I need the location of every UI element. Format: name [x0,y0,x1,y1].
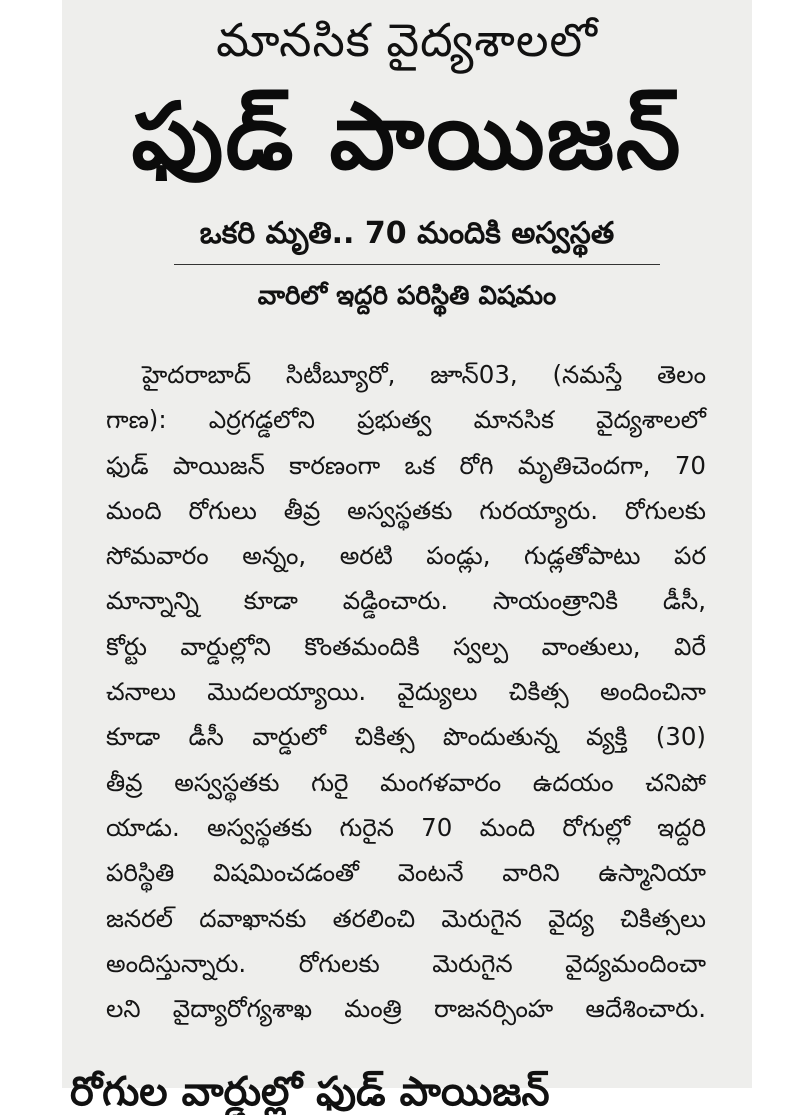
article-body [106,352,706,1031]
body-line: తీవ్ర అస్వస్థతకు గురై మంగళవారం ఉదయం చనిపో [106,767,706,797]
next-article-headline-text: రోగుల వార్డుల్లో ఫుడ్ పాయిజన్ [70,1069,550,1115]
body-line: కోర్టు వార్డుల్లోని కొంతమందికి స్వల్ప వాంతులు, విరే [106,631,706,661]
subheadline-secondary: వారిలో ఇద్దరి పరిస్థితి విషమం [257,281,557,311]
body-line: యాడు. అస్వస్థతకు గురైన 70 మంది రోగుల్లో ఇద్దరి [106,812,706,842]
body-line: చనాలు మొదలయ్యాయి. వైద్యులు చికిత్స అందించినా [106,677,706,707]
body-line: లని వైద్యారోగ్యశాఖ మంత్రి రాజనర్సింహ ఆదేశించారు. [106,994,706,1024]
body-line: మాన్నాన్ని కూడా వడ్డించారు. సాయంత్రానికి డీసీ, [106,586,706,616]
main-headline: ఫుడ్ పాయిజన్ [131,83,683,190]
subheadline-divider [174,264,660,265]
body-line: గాణ): ఎర్రగడ్డలోని ప్రభుత్వ మానసిక వైద్యశాలలో [106,405,706,435]
body-line: పరిస్థితి విషమించడంతో వెంటనే వారిని ఉస్మానియా [106,858,706,888]
body-line: జనరల్ దవాఖానకు తరలించి మెరుగైన వైద్య చికిత్సలు [106,903,706,933]
body-line: అందిస్తున్నారు. రోగులకు మెరుగైన వైద్యమందించా [106,948,706,978]
body-line: ఫుడ్ పాయిజన్ కారణంగా ఒక రోగి మృతిచెందగా, 70 [106,450,706,480]
next-article-headline-partial [70,1062,630,1115]
body-line: సోమవారం అన్నం, అరటి పండ్లు, గుడ్లతోపాటు పర [106,541,706,571]
body-line: కూడా డీసీ వార్డులో చికిత్స పొందుతున్న వ్యక్తి (30) [106,722,706,752]
newspaper-clipping [62,0,752,1088]
subheadline-primary: ఒకరి మృతి.. 70 మందికి అస్వస్థత [199,216,615,251]
body-line: హైదరాబాద్ సిటీబ్యూరో, జూన్03, (నమస్తే తెలం [142,360,706,389]
body-line: మంది రోగులు తీవ్ర అస్వస్థతకు గురయ్యారు. రోగులకు [106,495,706,525]
kicker-headline: మానసిక వైద్యశాలలో [216,13,598,67]
